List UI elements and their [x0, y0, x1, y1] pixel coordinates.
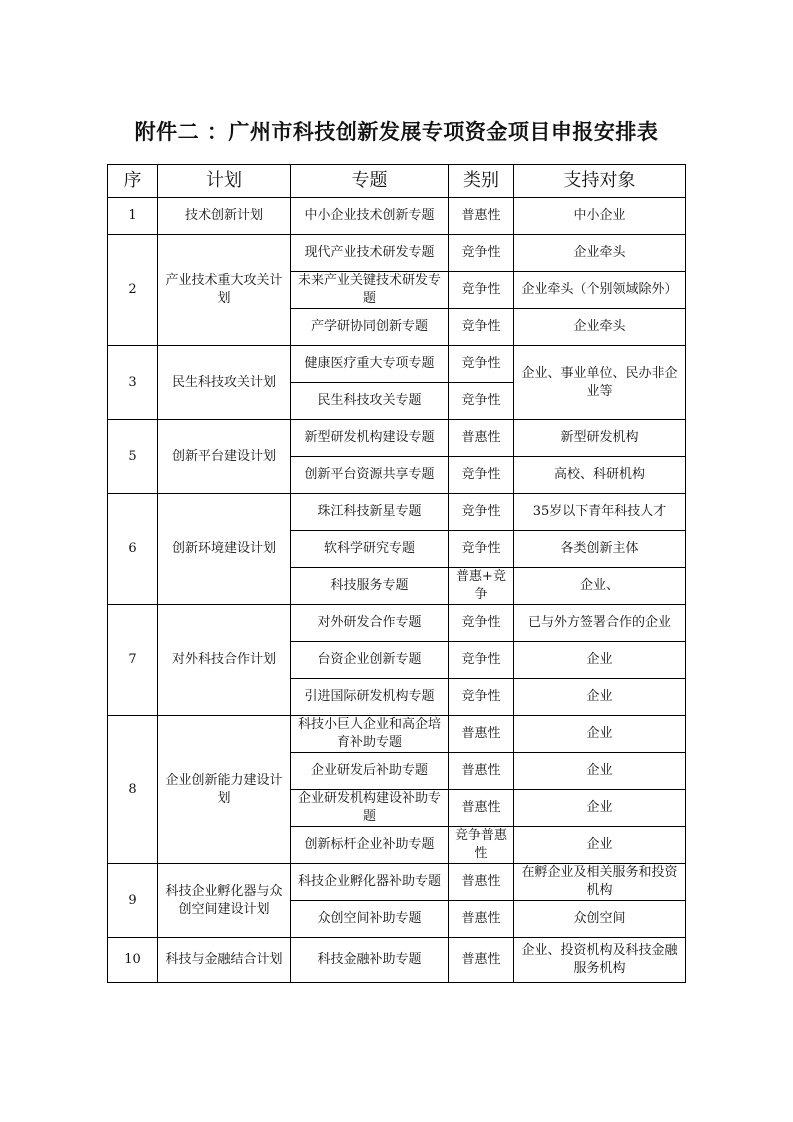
table-row — [108, 494, 686, 531]
table-row — [108, 864, 686, 901]
plan-cell: 科技与金融结合计划 — [158, 938, 291, 983]
topic-cell: 珠江科技新星专题 — [291, 494, 449, 531]
seq-cell: 6 — [108, 494, 158, 605]
topic-cell: 民生科技攻关专题 — [291, 383, 449, 420]
plan-cell: 民生科技攻关计划 — [158, 346, 291, 420]
plan-cell: 对外科技合作计划 — [158, 605, 291, 716]
plan-cell: 科技企业孵化器与众创空间建设计划 — [158, 864, 291, 938]
topic-cell: 中小企业技术创新专题 — [291, 198, 449, 235]
header-target: 支持对象 — [514, 165, 686, 198]
type-cell: 竞争性 — [449, 642, 514, 679]
target-cell: 企业、 — [514, 568, 686, 605]
topic-cell: 台资企业创新专题 — [291, 642, 449, 679]
type-cell: 竞争性 — [449, 531, 514, 568]
type-cell: 竞争性 — [449, 235, 514, 272]
seq-cell: 1 — [108, 198, 158, 235]
type-cell: 竞争性 — [449, 457, 514, 494]
table-row — [108, 420, 686, 457]
seq-cell: 7 — [108, 605, 158, 716]
type-cell: 普惠性 — [449, 198, 514, 235]
seq-cell: 5 — [108, 420, 158, 494]
target-cell: 企业 — [514, 753, 686, 790]
type-cell: 普惠性 — [449, 938, 514, 983]
type-cell: 普惠性 — [449, 864, 514, 901]
target-cell: 企业、事业单位、民办非企业等 — [514, 346, 686, 420]
topic-cell: 企业研发机构建设补助专题 — [291, 790, 449, 827]
type-cell: 普惠性 — [449, 790, 514, 827]
target-cell: 企业、投资机构及科技金融服务机构 — [514, 938, 686, 983]
topic-cell: 对外研发合作专题 — [291, 605, 449, 642]
topic-cell: 新型研发机构建设专题 — [291, 420, 449, 457]
target-cell: 各类创新主体 — [514, 531, 686, 568]
topic-cell: 创新标杆企业补助专题 — [291, 827, 449, 864]
plan-cell: 产业技术重大攻关计划 — [158, 235, 291, 346]
type-cell: 普惠性 — [449, 420, 514, 457]
topic-cell: 科技金融补助专题 — [291, 938, 449, 983]
type-cell: 竞争性 — [449, 309, 514, 346]
topic-cell: 创新平台资源共享专题 — [291, 457, 449, 494]
topic-cell: 产学研协同创新专题 — [291, 309, 449, 346]
target-cell: 35岁以下青年科技人才 — [514, 494, 686, 531]
type-cell: 竞争性 — [449, 346, 514, 383]
target-cell: 高校、科研机构 — [514, 457, 686, 494]
header-row — [108, 165, 686, 198]
type-cell: 竞争性 — [449, 272, 514, 309]
seq-cell: 9 — [108, 864, 158, 938]
topic-cell: 未来产业关键技术研发专题 — [291, 272, 449, 309]
target-cell: 新型研发机构 — [514, 420, 686, 457]
topic-cell: 企业研发后补助专题 — [291, 753, 449, 790]
table-row — [108, 938, 686, 983]
plan-cell: 创新环境建设计划 — [158, 494, 291, 605]
topic-cell: 现代产业技术研发专题 — [291, 235, 449, 272]
target-cell: 已与外方签署合作的企业 — [514, 605, 686, 642]
plan-cell: 企业创新能力建设计划 — [158, 716, 291, 864]
type-cell: 普惠性 — [449, 901, 514, 938]
topic-cell: 软科学研究专题 — [291, 531, 449, 568]
topic-cell: 科技企业孵化器补助专题 — [291, 864, 449, 901]
topic-cell: 科技服务专题 — [291, 568, 449, 605]
topic-cell: 众创空间补助专题 — [291, 901, 449, 938]
plan-cell: 技术创新计划 — [158, 198, 291, 235]
header-topic: 专题 — [291, 165, 449, 198]
target-cell: 企业 — [514, 827, 686, 864]
seq-cell: 2 — [108, 235, 158, 346]
table-row — [108, 235, 686, 272]
seq-cell: 3 — [108, 346, 158, 420]
type-cell: 普惠+竞争 — [449, 568, 514, 605]
header-plan: 计划 — [158, 165, 291, 198]
table-row — [108, 605, 686, 642]
header-seq: 序 — [108, 165, 158, 198]
type-cell: 竞争性 — [449, 494, 514, 531]
target-cell: 企业 — [514, 716, 686, 753]
target-cell: 企业 — [514, 679, 686, 716]
type-cell: 普惠性 — [449, 753, 514, 790]
topic-cell: 引进国际研发机构专题 — [291, 679, 449, 716]
topic-cell: 科技小巨人企业和高企培育补助专题 — [291, 716, 449, 753]
target-cell: 中小企业 — [514, 198, 686, 235]
type-cell: 竞争普惠性 — [449, 827, 514, 864]
target-cell: 企业牵头（个别领域除外） — [514, 272, 686, 309]
topic-cell: 健康医疗重大专项专题 — [291, 346, 449, 383]
target-cell: 企业 — [514, 642, 686, 679]
plan-table — [107, 164, 686, 983]
target-cell: 在孵企业及相关服务和投资机构 — [514, 864, 686, 901]
target-cell: 企业 — [514, 790, 686, 827]
type-cell: 普惠性 — [449, 716, 514, 753]
table-row — [108, 716, 686, 753]
table-row — [108, 198, 686, 235]
plan-cell: 创新平台建设计划 — [158, 420, 291, 494]
target-cell: 众创空间 — [514, 901, 686, 938]
page-title: 附件二 ：广州市科技创新发展专项资金项目申报安排表 — [134, 119, 659, 144]
type-cell: 竞争性 — [449, 679, 514, 716]
table-row — [108, 346, 686, 383]
type-cell: 竞争性 — [449, 383, 514, 420]
target-cell: 企业牵头 — [514, 309, 686, 346]
seq-cell: 10 — [108, 938, 158, 983]
header-type: 类别 — [449, 165, 514, 198]
type-cell: 竞争性 — [449, 605, 514, 642]
seq-cell: 8 — [108, 716, 158, 864]
target-cell: 企业牵头 — [514, 235, 686, 272]
